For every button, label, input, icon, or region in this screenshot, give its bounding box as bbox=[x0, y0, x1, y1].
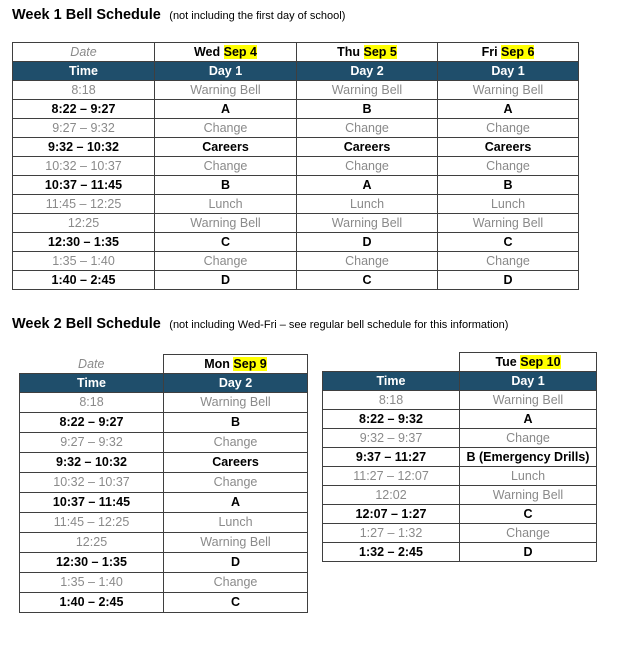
schedule-row bbox=[20, 393, 308, 413]
period-cell: Change bbox=[460, 524, 597, 543]
period-cell: D bbox=[155, 271, 297, 290]
period-cell: Careers bbox=[438, 138, 579, 157]
blank-cell bbox=[323, 353, 460, 372]
schedule-row bbox=[323, 448, 597, 467]
week1-title bbox=[12, 6, 345, 24]
period-cell: C bbox=[438, 233, 579, 252]
period-cell: Warning Bell bbox=[460, 391, 597, 410]
period-cell: A bbox=[297, 176, 438, 195]
week1-note: (not including the first day of school) bbox=[169, 10, 346, 22]
period-cell: B (Emergency Drills) bbox=[460, 448, 597, 467]
period-cell: Change bbox=[164, 433, 308, 453]
schedule-row bbox=[323, 486, 597, 505]
schedule-row bbox=[20, 413, 308, 433]
schedule-row bbox=[13, 252, 579, 271]
time-cell: 9:32 – 10:32 bbox=[13, 138, 155, 157]
period-cell: Change bbox=[164, 473, 308, 493]
period-cell: Warning Bell bbox=[155, 214, 297, 233]
period-cell: C bbox=[155, 233, 297, 252]
week2-title-text: Week 2 Bell Schedule bbox=[12, 316, 161, 332]
period-cell: B bbox=[438, 176, 579, 195]
time-cell: 10:32 – 10:37 bbox=[20, 473, 164, 493]
time-cell: 9:27 – 9:32 bbox=[13, 119, 155, 138]
time-cell: 11:45 – 12:25 bbox=[20, 513, 164, 533]
week1-title-text: Week 1 Bell Schedule bbox=[12, 7, 161, 23]
period-cell: Careers bbox=[155, 138, 297, 157]
schedule-row bbox=[323, 391, 597, 410]
period-cell: Lunch bbox=[164, 513, 308, 533]
period-cell: C bbox=[297, 271, 438, 290]
time-cell: 12:07 – 1:27 bbox=[323, 505, 460, 524]
period-cell: A bbox=[460, 410, 597, 429]
monday-date-row bbox=[20, 355, 308, 374]
period-cell: Warning Bell bbox=[164, 393, 308, 413]
period-cell: Warning Bell bbox=[297, 214, 438, 233]
day-header-wed: Wed Sep 4 bbox=[155, 43, 297, 62]
tuesday-schedule-table bbox=[322, 352, 597, 562]
time-cell: 12:30 – 1:35 bbox=[20, 553, 164, 573]
period-cell: Warning Bell bbox=[438, 214, 579, 233]
schedule-row bbox=[13, 271, 579, 290]
day-header-thu: Thu Sep 5 bbox=[297, 43, 438, 62]
period-cell: Warning Bell bbox=[460, 486, 597, 505]
time-cell: 1:35 – 1:40 bbox=[13, 252, 155, 271]
schedule-row bbox=[13, 138, 579, 157]
schedule-row bbox=[13, 100, 579, 119]
period-cell: B bbox=[297, 100, 438, 119]
day-header-tue: Tue Sep 10 bbox=[460, 353, 597, 372]
schedule-row bbox=[323, 429, 597, 448]
period-cell: D bbox=[297, 233, 438, 252]
period-cell: Lunch bbox=[297, 195, 438, 214]
monday-header-row bbox=[20, 374, 308, 393]
period-cell: B bbox=[155, 176, 297, 195]
period-cell: C bbox=[460, 505, 597, 524]
period-cell: A bbox=[155, 100, 297, 119]
day-header-fri: Fri Sep 6 bbox=[438, 43, 579, 62]
period-cell: D bbox=[460, 543, 597, 562]
column-header: Time bbox=[323, 372, 460, 391]
column-header: Time bbox=[13, 62, 155, 81]
period-cell: Change bbox=[438, 252, 579, 271]
period-cell: Change bbox=[155, 252, 297, 271]
column-header: Day 2 bbox=[297, 62, 438, 81]
period-cell: D bbox=[438, 271, 579, 290]
schedule-row bbox=[323, 505, 597, 524]
column-header: Time bbox=[20, 374, 164, 393]
period-cell: Warning Bell bbox=[438, 81, 579, 100]
time-cell: 12:25 bbox=[20, 533, 164, 553]
time-cell: 11:27 – 12:07 bbox=[323, 467, 460, 486]
day-header-mon: Mon Sep 9 bbox=[164, 355, 308, 374]
period-cell: Change bbox=[438, 157, 579, 176]
schedule-row bbox=[20, 473, 308, 493]
week1-header-row bbox=[13, 62, 579, 81]
time-cell: 8:22 – 9:27 bbox=[13, 100, 155, 119]
time-cell: 12:25 bbox=[13, 214, 155, 233]
time-cell: 12:02 bbox=[323, 486, 460, 505]
period-cell: B bbox=[164, 413, 308, 433]
time-cell: 1:32 – 2:45 bbox=[323, 543, 460, 562]
period-cell: A bbox=[438, 100, 579, 119]
time-cell: 10:32 – 10:37 bbox=[13, 157, 155, 176]
time-cell: 9:37 – 11:27 bbox=[323, 448, 460, 467]
date-highlight: Sep 5 bbox=[363, 45, 397, 59]
week2-note: (not including Wed-Fri – see regular bell schedule for this information) bbox=[169, 319, 509, 331]
period-cell: Change bbox=[155, 157, 297, 176]
time-cell: 8:18 bbox=[13, 81, 155, 100]
time-cell: 8:22 – 9:27 bbox=[20, 413, 164, 433]
week2-title bbox=[12, 315, 508, 333]
time-cell: 1:40 – 2:45 bbox=[20, 593, 164, 613]
schedule-row bbox=[13, 157, 579, 176]
schedule-row bbox=[20, 493, 308, 513]
schedule-row bbox=[13, 119, 579, 138]
column-header: Day 1 bbox=[438, 62, 579, 81]
tuesday-date-row bbox=[323, 353, 597, 372]
period-cell: Careers bbox=[297, 138, 438, 157]
time-cell: 8:18 bbox=[20, 393, 164, 413]
schedule-row bbox=[20, 453, 308, 473]
time-cell: 9:32 – 10:32 bbox=[20, 453, 164, 473]
date-highlight: Sep 6 bbox=[501, 45, 535, 59]
schedule-row bbox=[323, 467, 597, 486]
period-cell: Change bbox=[155, 119, 297, 138]
schedule-row bbox=[20, 553, 308, 573]
schedule-row bbox=[323, 410, 597, 429]
schedule-row bbox=[13, 214, 579, 233]
period-cell: D bbox=[164, 553, 308, 573]
period-cell: Change bbox=[297, 252, 438, 271]
time-cell: 10:37 – 11:45 bbox=[20, 493, 164, 513]
period-cell: Change bbox=[164, 573, 308, 593]
schedule-row bbox=[20, 593, 308, 613]
date-highlight: Sep 4 bbox=[223, 45, 257, 59]
period-cell: C bbox=[164, 593, 308, 613]
time-cell: 8:22 – 9:32 bbox=[323, 410, 460, 429]
date-highlight: Sep 10 bbox=[520, 355, 561, 369]
time-cell: 10:37 – 11:45 bbox=[13, 176, 155, 195]
time-cell: 9:32 – 9:37 bbox=[323, 429, 460, 448]
period-cell: Lunch bbox=[460, 467, 597, 486]
period-cell: Change bbox=[438, 119, 579, 138]
period-cell: Lunch bbox=[438, 195, 579, 214]
column-header: Day 1 bbox=[155, 62, 297, 81]
period-cell: Warning Bell bbox=[297, 81, 438, 100]
time-cell: 1:40 – 2:45 bbox=[13, 271, 155, 290]
schedule-row bbox=[20, 533, 308, 553]
date-label: Date bbox=[20, 355, 164, 374]
column-header: Day 2 bbox=[164, 374, 308, 393]
time-cell: 11:45 – 12:25 bbox=[13, 195, 155, 214]
schedule-row bbox=[13, 233, 579, 252]
period-cell: Change bbox=[297, 157, 438, 176]
period-cell: Warning Bell bbox=[155, 81, 297, 100]
time-cell: 1:35 – 1:40 bbox=[20, 573, 164, 593]
time-cell: 1:27 – 1:32 bbox=[323, 524, 460, 543]
column-header: Day 1 bbox=[460, 372, 597, 391]
time-cell: 8:18 bbox=[323, 391, 460, 410]
schedule-row bbox=[20, 513, 308, 533]
monday-schedule-table bbox=[19, 354, 308, 613]
week1-date-row bbox=[13, 43, 579, 62]
date-label: Date bbox=[13, 43, 155, 62]
week1-schedule-table bbox=[12, 42, 579, 290]
period-cell: Careers bbox=[164, 453, 308, 473]
tuesday-header-row bbox=[323, 372, 597, 391]
period-cell: Change bbox=[297, 119, 438, 138]
period-cell: A bbox=[164, 493, 308, 513]
schedule-row bbox=[20, 573, 308, 593]
schedule-row bbox=[13, 81, 579, 100]
schedule-row bbox=[323, 524, 597, 543]
period-cell: Warning Bell bbox=[164, 533, 308, 553]
schedule-row bbox=[13, 195, 579, 214]
schedule-row bbox=[323, 543, 597, 562]
date-highlight: Sep 9 bbox=[233, 357, 267, 371]
time-cell: 12:30 – 1:35 bbox=[13, 233, 155, 252]
period-cell: Change bbox=[460, 429, 597, 448]
schedule-row bbox=[20, 433, 308, 453]
period-cell: Lunch bbox=[155, 195, 297, 214]
schedule-row bbox=[13, 176, 579, 195]
time-cell: 9:27 – 9:32 bbox=[20, 433, 164, 453]
